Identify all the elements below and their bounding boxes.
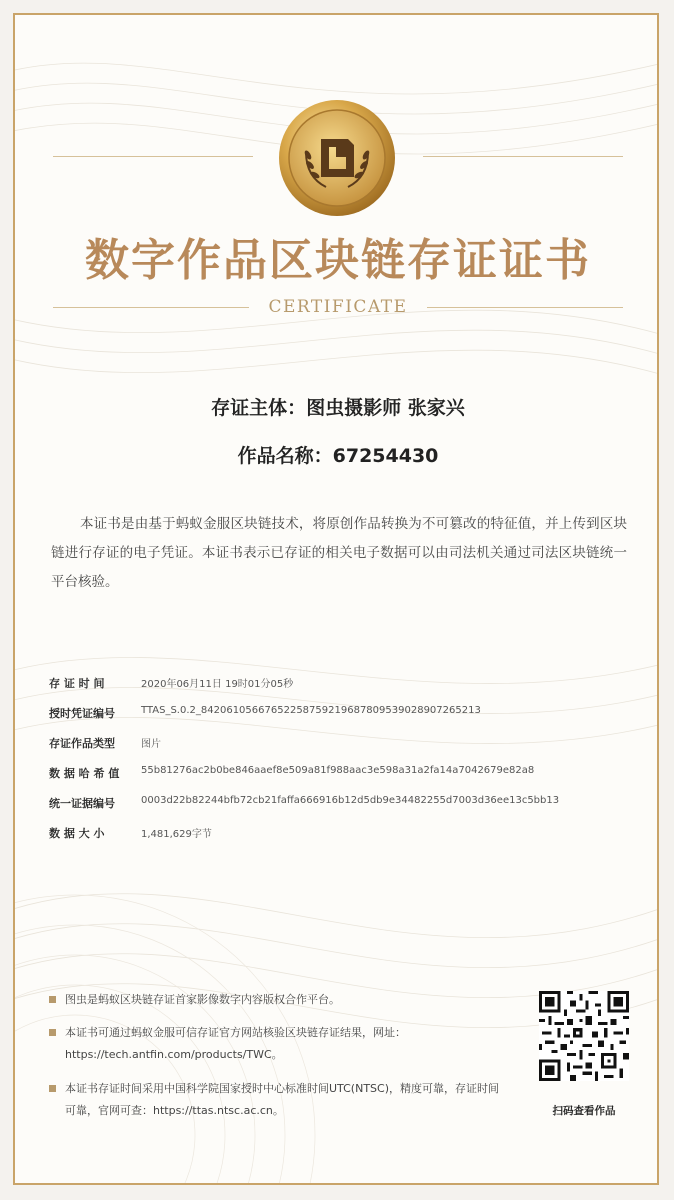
note-item <box>49 989 509 1011</box>
detail-row <box>49 795 639 815</box>
detail-row <box>49 765 639 785</box>
detail-value: 55b81276ac2b0be846aaef8e509a81f988aac3e598a31a2fa14a7042679e82a8 <box>141 765 535 776</box>
detail-label: 授时凭证编号 <box>49 707 115 720</box>
detail-row <box>49 675 639 695</box>
detail-label: 统一证据编号 <box>49 797 115 810</box>
bullet-square-icon <box>49 1085 56 1092</box>
detail-row <box>49 705 639 725</box>
owner-value: 图虫摄影师 张家兴 <box>306 397 465 419</box>
header-rule-left <box>53 156 253 157</box>
owner-label: 存证主体： <box>211 397 307 419</box>
detail-value: 0003d22b82244bfb72cb21faffa666916b12d5db9e34482255d7003d36ee13c5bb13 <box>141 795 560 806</box>
certificate-sheet <box>13 13 659 1185</box>
detail-label: 存证作品类型 <box>49 737 115 750</box>
detail-label: 数 据 大 小 <box>49 827 105 840</box>
detail-row <box>49 825 639 845</box>
blockchain-seal-icon <box>276 97 398 219</box>
bullet-square-icon <box>49 996 56 1003</box>
certificate-description: 本证书是由基于蚂蚁金服区块链技术，将原创作品转换为不可篡改的特征值，并上传到区块链进行存证的电子凭证。本证书表示已存证的相关电子数据可以由司法机关通过司法区块链统一平台核验。 <box>51 516 627 590</box>
work-line <box>15 441 659 468</box>
header-rule-right <box>423 156 623 157</box>
note-item <box>49 1022 509 1066</box>
detail-value: TTAS_S.0.2_842061056676522587592196878095390289072652​13 <box>141 705 481 716</box>
certificate-title: 数字作品区块链存证证书 <box>85 235 591 286</box>
owner-line <box>15 393 659 420</box>
work-value: 67254430 <box>332 445 439 467</box>
note-text: 本证书可通过蚂蚁金服可信存证官方网站核验区块链存证结果，网址：https://tech.antfin.com/products/TWC。 <box>65 1026 406 1061</box>
detail-value: 2020年06月11日 19时01分05秒 <box>141 679 294 690</box>
detail-label: 存 证 时 间 <box>49 677 105 690</box>
qr-caption: 扫码查看作品 <box>552 1105 616 1117</box>
detail-value: 图片 <box>141 739 161 750</box>
note-text: 图虫是蚂蚁区块链存证首家影像数字内容版权合作平台。 <box>65 993 340 1006</box>
detail-row <box>49 735 639 755</box>
note-text: 本证书存证时间采用中国科学院国家授时中心标准时间UTC(NTSC)，精度可靠，存证时间可靠，官网可查：https://ttas.ntsc.ac.cn。 <box>65 1082 499 1117</box>
note-item <box>49 1078 509 1122</box>
detail-label: 数 据 哈 希 值 <box>49 767 120 780</box>
detail-value: 1,481,629字节 <box>141 829 212 840</box>
qr-code-icon[interactable] <box>539 991 629 1081</box>
work-label: 作品名称： <box>237 445 333 467</box>
bullet-square-icon <box>49 1029 56 1036</box>
certificate-subtitle: CERTIFICATE <box>268 297 408 317</box>
